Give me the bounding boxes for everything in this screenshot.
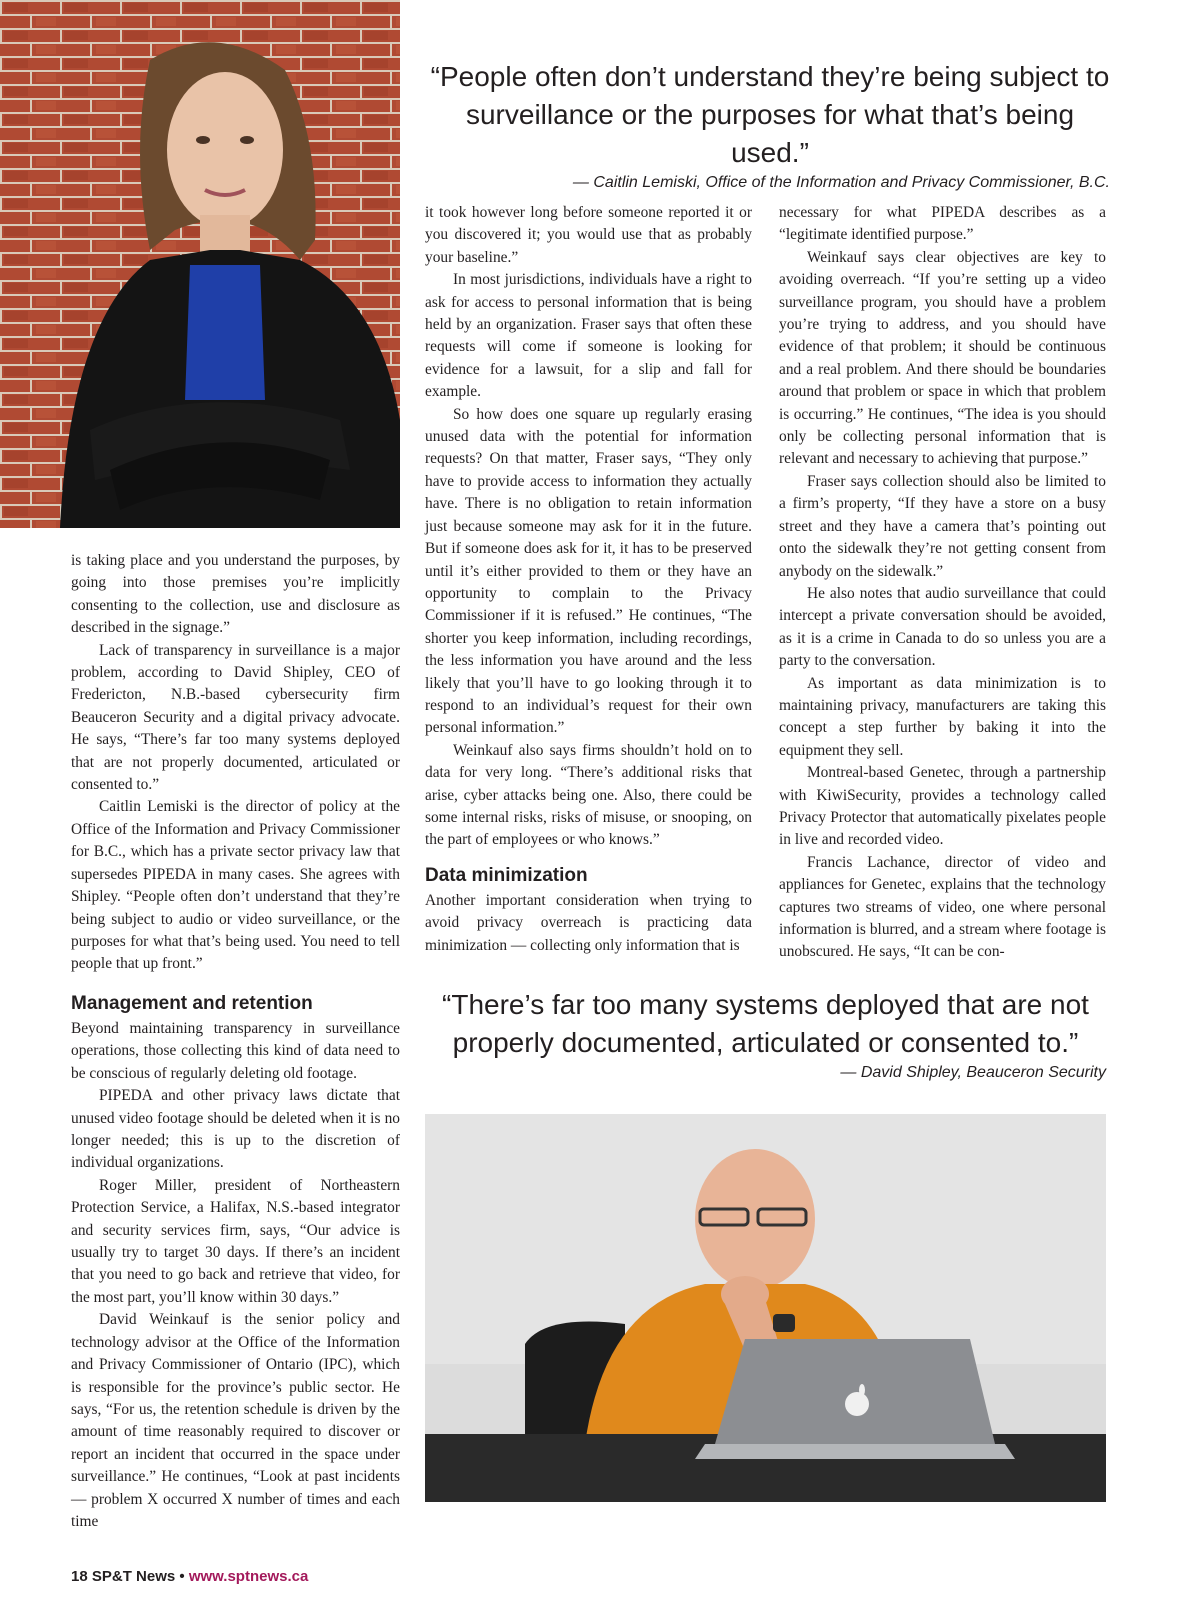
article-column-1-lower	[71, 980, 400, 1533]
article-column-1	[71, 550, 400, 976]
col1-paragraph: Lack of transparency in surveillance is a major problem, according to David Shipley, CEO of Fredericton, N.B.-based cybersecurity firm Beauceron Security and a digital privacy advocate. He says, “There’s far too many systems deployed that are not properly documented, articulated or consented to.”	[71, 641, 400, 794]
page-number: 18	[71, 1568, 88, 1585]
col1-paragraph: PIPEDA and other privacy laws dictate that unused video footage should be deleted when it is no longer needed; this is up to the discretion of individual organizations.	[71, 1087, 400, 1172]
pull-quote-top-text: “People often don’t understand they’re being subject to surveillance or the purposes for what that’s being used.”	[430, 61, 1110, 168]
col3-paragraph: Weinkauf says clear objectives are key to avoiding overreach. “If you’re setting up a video surveillance program, you should have a problem you’re trying to address, and you should have evidence of that problem; it should be continuous and a real problem. And there should be boundaries around that problem or space in which that problem is occurring.” He continues, “The idea is you should only be collecting personal information that is relevant and necessary to achieving that purpose.”	[779, 248, 1106, 468]
publication-name: SP&T News	[91, 1568, 176, 1585]
col1-paragraph: Beyond maintaining transparency in surveillance operations, those collecting this kind of data need to be conscious of regularly deleting old footage.	[71, 1020, 400, 1082]
col2-paragraph: Another important consideration when trying to avoid privacy overreach is practicing data minimization — collecting only information that is	[425, 891, 752, 954]
publication-url-link[interactable]: www.sptnews.ca	[188, 1568, 309, 1585]
col3-paragraph: necessary for what PIPEDA describes as a “legitimate identified purpose.”	[779, 204, 1106, 244]
pull-quote-top-attribution: — Caitlin Lemiski, Office of the Information and Privacy Commissioner, B.C.	[572, 174, 1110, 191]
col3-paragraph: Francis Lachance, director of video and appliances for Genetec, explains that the technology captures two streams of video, one where personal information is blurred, and a stream where footage is unobscured. He says, “It can be con-	[779, 853, 1106, 961]
photo-david-shipley-laptop	[425, 1114, 1106, 1502]
section-heading-management: Management and retention	[71, 993, 313, 1014]
col3-paragraph: As important as data minimization is to maintaining privacy, manufacturers are taking this concept a step further by baking it into the equipment they sell.	[779, 674, 1106, 759]
col1-paragraph: Roger Miller, president of Northeastern Protection Service, a Halifax, N.S.-based integrator and security services firm, says, “Our advice is usually try to target 30 days. If there’s an incident that you need to go back and retrieve that video, for the most part, you’ll know within 30 days.”	[71, 1176, 400, 1306]
col2-paragraph: Weinkauf also says firms shouldn’t hold on to data for very long. “There’s additional risks that arise, cyber attacks being one. Also, there could be some internal risks, risks of misuse, or snooping, on the part of employees or who knows.”	[425, 741, 752, 849]
pull-quote-bottom-text: “There’s far too many systems deployed that are not properly documented, articulated or consented to.”	[442, 989, 1089, 1058]
article-column-2	[425, 202, 752, 957]
page-footer	[71, 1568, 308, 1585]
col2-paragraph: So how does one square up regularly erasing unused data with the potential for information requests? On that matter, Fraser says, “They only have to provide access to information they actually have. There is no obligation to retain information just because someone may ask for it in the future. But if someone does ask for it, it has to be preserved until it’s either provided to them or they have an opportunity to complain to the Privacy Commissioner if it is refused.” He continues, “The shorter you keep information, including recordings, the less information you have around and the less likely that you’ll have to go looking through it to respond to an individual’s request for their own personal information.”	[425, 405, 752, 737]
col3-paragraph: Montreal-based Genetec, through a partnership with KiwiSecurity, provides a technology called Privacy Protector that automatically pixelates people in live and recorded video.	[779, 764, 1106, 849]
col1-paragraph: is taking place and you understand the purposes, by going into those premises you’re implicitly consenting to the collection, use and disclosure as described in the signage.”	[71, 552, 400, 637]
col2-paragraph: it took however long before someone reported it or you discovered it; you would use that as probably your baseline.”	[425, 204, 752, 266]
col1-paragraph: Caitlin Lemiski is the director of policy at the Office of the Information and Privacy Commissioner for B.C., which has a private sector privacy law that supersedes PIPEDA in many cases. She agrees with Shipley. “People often don’t understand that they’re being subject to audio or video surveillance, or the purposes for what that’s being used. You need to tell people that up front.”	[71, 798, 400, 973]
col3-paragraph: He also notes that audio surveillance that could intercept a private conversation should be avoided, as it is a crime in Canada to do so unless you are a party to the conversation.	[779, 584, 1106, 670]
pull-quote-top	[430, 58, 1110, 192]
col1-paragraph: David Weinkauf is the senior policy and technology advisor at the Office of the Information and Privacy Commissioner of Ontario (IPC), which is responsible for the province’s public sector. He says, “For us, the retention schedule is driven by the amount of time reasonably required to discover or report an incident that occurred in the space under surveillance.” He continues, “Look at past incidents — problem X occurred X number of times and each time	[71, 1311, 400, 1530]
section-heading-data-minimization: Data minimization	[425, 864, 588, 886]
portrait-photo-caitlin	[0, 0, 400, 528]
pull-quote-bottom-attribution: — David Shipley, Beauceron Security	[840, 1064, 1106, 1081]
col2-paragraph: In most jurisdictions, individuals have a right to ask for access to personal information that is being held by an organization. Fraser says that often these requests will come if someone is looking for evidence for a lawsuit, for a slip and fall for example.	[425, 271, 752, 401]
footer-bullet: •	[179, 1568, 185, 1585]
pull-quote-bottom	[425, 986, 1106, 1082]
article-column-3	[779, 202, 1106, 964]
col3-paragraph: Fraser says collection should also be limited to a firm’s property, “If they have a store on a busy street and they have a camera that’s pointing out onto the sidewalk they’re not getting consent from anybody on the sidewalk.”	[779, 472, 1106, 580]
